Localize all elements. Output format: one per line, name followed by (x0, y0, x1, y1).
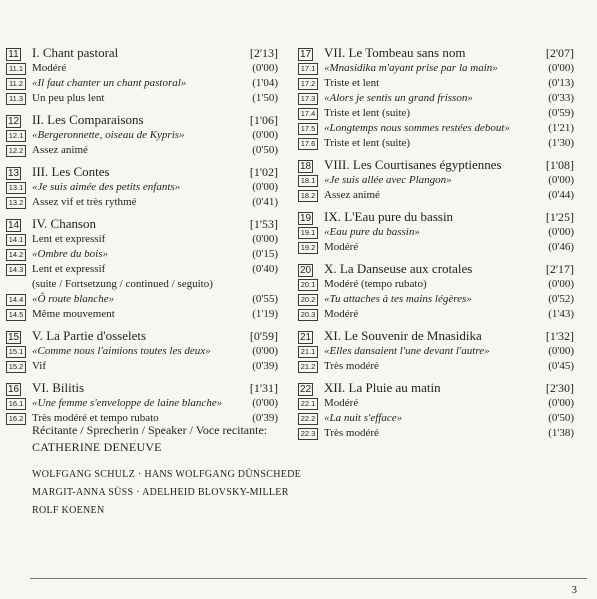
track-number-box: 12 (8, 116, 20, 127)
index-time: (1'43) (548, 308, 574, 320)
index-number-box: 13.1 (6, 182, 26, 194)
index-number-box: 14.5 (6, 309, 26, 321)
tracklist-right-column (298, 44, 574, 447)
track-heading (6, 112, 278, 128)
track-duration: [1'32] (545, 329, 574, 343)
track-heading (6, 380, 278, 396)
track-section (298, 157, 574, 203)
index-time: (0'13) (548, 77, 574, 89)
index-text: Triste et lent (suite) (324, 107, 411, 119)
index-row (298, 121, 574, 136)
index-row (6, 128, 278, 143)
index-text: (suite / Fortsetzung / continued / seguito) (32, 278, 213, 290)
index-row (6, 195, 278, 210)
index-number-box: 14.1 (6, 234, 26, 246)
index-number-box: 22.1 (298, 398, 318, 410)
index-time: (0'00) (548, 345, 574, 357)
index-number-box: 19.2 (298, 242, 318, 254)
index-time: (0'41) (252, 196, 278, 208)
index-text: Modéré (tempo rubato) (324, 278, 427, 290)
track-duration: [1'02] (249, 165, 278, 179)
cast-line: ROLF KOENEN (32, 505, 105, 516)
index-number-box: 14.4 (6, 294, 26, 306)
index-row (298, 277, 574, 292)
index-time: (1'19) (252, 308, 278, 320)
index-number-box: 11.1 (6, 63, 26, 75)
index-text: Assez vif et très rythmé (32, 196, 137, 208)
track-section (298, 45, 574, 151)
index-row (298, 91, 574, 106)
index-time: (0'44) (548, 189, 574, 201)
track-number-box: 16 (8, 384, 20, 395)
index-time: (0'39) (252, 412, 278, 424)
index-time: (0'00) (548, 62, 574, 74)
track-title: XII. La Pluie au matin (324, 380, 441, 395)
index-row (298, 396, 574, 411)
index-text: «Bergeronnette, oiseau de Kypris» (32, 129, 185, 141)
index-number-box: 22.2 (298, 413, 318, 425)
index-row (6, 307, 278, 322)
track-section (6, 164, 278, 210)
index-text: «Ombre du bois» (32, 248, 108, 260)
track-number-box: 13 (8, 168, 20, 179)
index-row (6, 232, 278, 247)
index-time: (0'00) (252, 181, 278, 193)
tracklist-left-column (6, 44, 278, 432)
index-time: (0'00) (252, 129, 278, 141)
index-row (298, 359, 574, 374)
reciter-name: CATHERINE DENEUVE (32, 440, 162, 454)
index-number-box: 14.3 (6, 264, 26, 276)
track-heading (298, 45, 574, 61)
index-text: «Une femme s'enveloppe de laine blanche» (32, 397, 223, 409)
track-section (6, 380, 278, 426)
index-number-box: 15.2 (6, 361, 26, 373)
track-number-box: 19 (300, 213, 312, 224)
cast-line: MARGIT-ANNA SÜSS · ADELHEID BLOVSKY-MILLER (32, 487, 289, 498)
index-number-box: 11.2 (6, 78, 26, 90)
index-time: (1'30) (548, 137, 574, 149)
index-text: Même mouvement (32, 308, 115, 320)
index-row (298, 188, 574, 203)
index-number-box: 22.3 (298, 428, 318, 440)
track-duration: [1'31] (249, 381, 278, 395)
index-text: Un peu plus lent (32, 92, 105, 104)
track-title: X. La Danseuse aux crotales (324, 261, 473, 276)
index-row (6, 143, 278, 158)
index-row (298, 344, 574, 359)
track-duration: [2'30] (545, 381, 574, 395)
track-section (6, 216, 278, 322)
index-text: «Eau pure du bassin» (324, 226, 420, 238)
index-row (298, 76, 574, 91)
track-heading (6, 216, 278, 232)
index-text: Modéré (324, 308, 359, 320)
track-title: III. Les Contes (32, 164, 110, 179)
index-row (298, 61, 574, 76)
bottom-rule (30, 578, 587, 579)
track-section (6, 328, 278, 374)
track-title: IX. L'Eau pure du bassin (324, 209, 454, 224)
index-text: Triste et lent (324, 77, 380, 89)
index-time: (0'46) (548, 241, 574, 253)
index-row (6, 247, 278, 262)
index-text: «Comme nous l'aimions toutes les deux» (32, 345, 211, 357)
index-text: «Alors je sentis un grand frisson» (324, 92, 473, 104)
index-row (298, 106, 574, 121)
index-time: (0'33) (548, 92, 574, 104)
continuation-note (6, 277, 278, 292)
index-text: Triste et lent (suite) (324, 137, 411, 149)
track-duration: [2'13] (249, 46, 278, 60)
index-time: (0'40) (252, 263, 278, 275)
track-duration: [1'08] (545, 158, 574, 172)
index-number-box: 12.2 (6, 145, 26, 157)
index-text: «Il faut chanter un chant pastoral» (32, 77, 187, 89)
index-number-box: 20.1 (298, 279, 318, 291)
track-section (6, 45, 278, 106)
index-row (298, 307, 574, 322)
track-number-box: 21 (300, 332, 312, 343)
index-text: «Mnasidika m'ayant prise par la main» (324, 62, 498, 74)
index-time: (0'15) (252, 248, 278, 260)
track-duration: [1'06] (249, 113, 278, 127)
track-heading (298, 209, 574, 225)
index-text: «Tu attaches à tes mains légères» (324, 293, 472, 305)
index-text: «Elles dansaient l'une devant l'autre» (324, 345, 490, 357)
index-row (6, 396, 278, 411)
track-duration: [0'59] (249, 329, 278, 343)
track-number-box: 15 (8, 332, 20, 343)
index-row (6, 344, 278, 359)
index-number-box: 21.1 (298, 346, 318, 358)
index-time: (0'00) (548, 397, 574, 409)
page-number: 3 (571, 584, 577, 596)
index-number-box: 16.1 (6, 398, 26, 410)
track-title: VI. Bilitis (32, 380, 85, 395)
index-number-box: 17.2 (298, 78, 318, 90)
index-number-box: 19.1 (298, 227, 318, 239)
track-heading (298, 261, 574, 277)
track-title: VII. Le Tombeau sans nom (324, 45, 466, 60)
index-time: (0'59) (548, 107, 574, 119)
index-text: «Je suis aimée des petits enfants» (32, 181, 181, 193)
index-time: (0'00) (548, 226, 574, 238)
track-title: I. Chant pastoral (32, 45, 119, 60)
index-row (298, 173, 574, 188)
index-number-box: 12.1 (6, 130, 26, 142)
cast-line: WOLFGANG SCHULZ · HANS WOLFGANG DÜNSCHEDE (32, 469, 302, 480)
track-heading (6, 164, 278, 180)
index-row (6, 180, 278, 195)
index-number-box: 17.4 (298, 108, 318, 120)
track-number-box: 17 (300, 49, 312, 60)
index-time: (0'52) (548, 293, 574, 305)
index-text: Modéré (324, 397, 359, 409)
index-row (6, 292, 278, 307)
index-time: (0'00) (252, 397, 278, 409)
track-duration: [1'25] (545, 210, 574, 224)
track-section (298, 261, 574, 322)
index-text: Vif (32, 360, 47, 372)
track-title: VIII. Les Courtisanes égyptiennes (324, 157, 502, 172)
track-section (298, 209, 574, 255)
track-duration: [2'17] (545, 262, 574, 276)
index-time: (1'38) (548, 427, 574, 439)
index-time: (0'50) (548, 412, 574, 424)
index-text: Assez animé (324, 189, 380, 201)
index-time: (1'50) (252, 92, 278, 104)
track-section (6, 112, 278, 158)
track-number-box: 22 (300, 384, 312, 395)
index-text: Assez animé (32, 144, 88, 156)
index-time: (0'00) (548, 174, 574, 186)
index-time: (0'55) (252, 293, 278, 305)
index-number-box: 16.2 (6, 413, 26, 425)
index-text: Modéré (324, 241, 359, 253)
track-duration: [2'07] (545, 46, 574, 60)
index-row (6, 359, 278, 374)
index-text: Très modéré (324, 360, 379, 372)
track-heading (6, 328, 278, 344)
index-time: (0'00) (252, 345, 278, 357)
index-text: «Longtemps nous sommes restées debout» (324, 122, 510, 134)
index-row (298, 240, 574, 255)
index-text: Très modéré et tempo rubato (32, 412, 159, 424)
track-duration: [1'53] (249, 217, 278, 231)
index-text: «La nuit s'efface» (324, 412, 403, 424)
index-number-box: 15.1 (6, 346, 26, 358)
index-row (6, 76, 278, 91)
index-row (298, 292, 574, 307)
index-number-box: 17.6 (298, 138, 318, 150)
track-title: IV. Chanson (32, 216, 97, 231)
index-number-box: 17.1 (298, 63, 318, 75)
track-heading (298, 157, 574, 173)
index-time: (0'50) (252, 144, 278, 156)
reciter-role-label: Récitante / Sprecherin / Speaker / Voce recitante: (32, 423, 268, 437)
index-text: Très modéré (324, 427, 379, 439)
index-row (298, 225, 574, 240)
track-heading (6, 45, 278, 61)
index-time: (0'39) (252, 360, 278, 372)
index-text: Lent et expressif (32, 233, 106, 245)
track-number-box: 20 (300, 265, 312, 276)
index-number-box: 13.2 (6, 197, 26, 209)
index-text: Lent et expressif (32, 263, 106, 275)
index-time: (0'00) (252, 62, 278, 74)
track-title: V. La Partie d'osselets (32, 328, 147, 343)
index-text: «Ô route blanche» (32, 293, 115, 305)
index-number-box: 21.2 (298, 361, 318, 373)
track-number-box: 18 (300, 161, 312, 172)
index-row (298, 136, 574, 151)
index-number-box: 17.5 (298, 123, 318, 135)
track-heading (298, 328, 574, 344)
index-time: (1'21) (548, 122, 574, 134)
index-time: (0'00) (252, 233, 278, 245)
track-number-box: 14 (8, 220, 20, 231)
credits (32, 422, 552, 518)
index-number-box: 17.3 (298, 93, 318, 105)
track-heading (298, 380, 574, 396)
track-title: XI. Le Souvenir de Mnasidika (324, 328, 482, 343)
track-title: II. Les Comparaisons (32, 112, 144, 127)
index-row (6, 262, 278, 277)
index-text: «Je suis allée avec Plangon» (324, 174, 452, 186)
index-number-box: 14.2 (6, 249, 26, 261)
index-text: Modéré (32, 62, 67, 74)
index-time: (0'45) (548, 360, 574, 372)
index-time: (0'00) (548, 278, 574, 290)
index-row (6, 91, 278, 106)
index-number-box: 11.3 (6, 93, 26, 105)
index-number-box: 18.2 (298, 190, 318, 202)
index-time: (1'04) (252, 77, 278, 89)
index-number-box: 18.1 (298, 175, 318, 187)
track-number-box: 11 (6, 48, 21, 61)
index-row (6, 61, 278, 76)
index-number-box: 20.3 (298, 309, 318, 321)
index-number-box: 20.2 (298, 294, 318, 306)
track-section (298, 328, 574, 374)
